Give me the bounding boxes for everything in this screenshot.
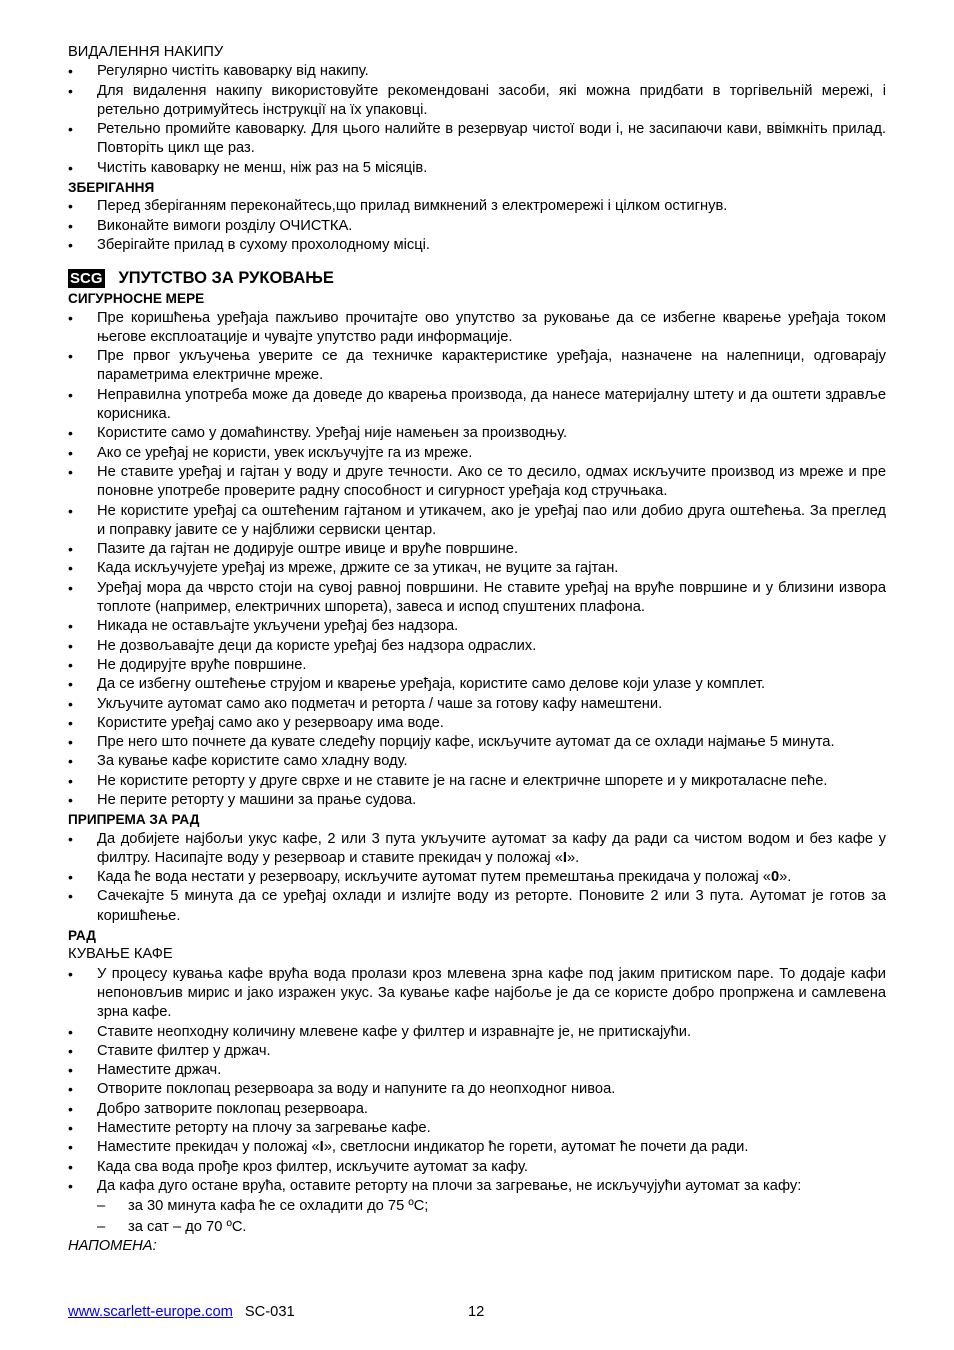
page-number: 12 bbox=[468, 1304, 485, 1320]
page-footer bbox=[68, 1303, 886, 1322]
dash-item: – за 30 минута кафа ће се охладити до 75 ºС; bbox=[68, 1196, 886, 1217]
bullet-icon: • bbox=[68, 791, 73, 808]
bullet-icon: • bbox=[68, 309, 73, 326]
list-item: • Укључите аутомат само ако подметач и реторта / чаше за готову кафу намештени. bbox=[68, 695, 886, 714]
list-item: • Ставите неопходну количину млевене кафе у филтер и изравнајте је, не притискајући. bbox=[68, 1023, 886, 1042]
bullet-icon: • bbox=[68, 502, 73, 519]
bullet-icon: • bbox=[68, 1177, 73, 1194]
list-item: • Када искључујете уређај из мреже, држите се за утикач, не вуците за гајтан. bbox=[68, 559, 886, 578]
list-item: • Пре него што почнете да кувате следећу порцију кафе, искључите аутомат да се охлади најмање 5 минута. bbox=[68, 733, 886, 752]
list-item: • Не ставите уређај и гајтан у воду и друге течности. Ако се то десило, одмах искључите производ из мреже и пре поновне употребе проверите радну способност и сигурност уређаја код стручњака. bbox=[68, 463, 886, 500]
bullet-icon: • bbox=[68, 637, 73, 654]
section-title bbox=[68, 267, 886, 289]
document-page bbox=[68, 43, 886, 1257]
bullet-icon: • bbox=[68, 1042, 73, 1059]
bullet-icon: • bbox=[68, 425, 73, 442]
bullet-icon: • bbox=[68, 656, 73, 673]
list-item: • Виконайте вимоги розділу ОЧИСТКА. bbox=[68, 217, 886, 236]
bullet-icon: • bbox=[68, 386, 73, 403]
bullet-icon: • bbox=[68, 753, 73, 770]
uk-storage-list bbox=[68, 197, 886, 255]
bullet-icon: • bbox=[68, 560, 73, 577]
bullet-icon: • bbox=[68, 217, 73, 234]
safety-heading: СИГУРНОСНЕ МЕРЕ bbox=[68, 291, 205, 307]
website-link[interactable]: www.scarlett-europe.com bbox=[68, 1304, 233, 1320]
bullet-icon: • bbox=[68, 676, 73, 693]
list-item: • У процесу кувања кафе врућа вода пролази кроз млевена зрна кафе под јаким притиском паре. То додаје кафи непоновљив мирис и јако изражен укус. За кување кафе најбоље је да се користе добро пропржена и самлевена зрна кафе. bbox=[68, 965, 886, 1021]
bullet-icon: • bbox=[68, 1139, 73, 1156]
list-item: • Добро затворите поклопац резервоара. bbox=[68, 1100, 886, 1119]
bullet-icon: • bbox=[68, 541, 73, 558]
bullet-icon: • bbox=[68, 1100, 73, 1117]
model-number: SC-031 bbox=[244, 1304, 295, 1320]
list-item: • Уређај мора да чврсто стоји на сувој равној површини. Не ставите уређај на вруће површине и у близини извора топлоте (например, електричних шпорета), завеса и испод спуштених плафона. bbox=[68, 579, 886, 616]
bullet-icon: • bbox=[68, 772, 73, 789]
list-item: • Када ће вода нестати у резервоару, искључите аутомат путем премештања прекидача у положај «0». bbox=[68, 868, 886, 887]
bullet-icon: • bbox=[68, 579, 73, 596]
list-item: • Ако се уређај не користи, увек искључујте га из мреже. bbox=[68, 444, 886, 463]
bullet-icon: • bbox=[68, 121, 73, 138]
bullet-icon: • bbox=[68, 1081, 73, 1098]
uk-storage-heading: ЗБЕРІГАННЯ bbox=[68, 180, 155, 196]
bullet-icon: • bbox=[68, 1120, 73, 1137]
list-item: • Да добијете најбољи укус кафе, 2 или 3 пута укључите аутомат за кафу да ради са чистом водом и без кафе у филтру. Насипајте воду у резервоар и ставите прекидач у положај «I». bbox=[68, 830, 886, 866]
list-item: • За кување кафе користите само хладну воду. bbox=[68, 752, 886, 771]
list-item: • Не дозвољавајте деци да користе уређај без надзора одраслих. bbox=[68, 637, 886, 656]
list-item: • Наместите прекидач у положај «I», светлосни индикатор ће горети, аутомат ће почети да ради. bbox=[68, 1138, 886, 1157]
bullet-icon: • bbox=[68, 444, 73, 461]
bullet-icon: • bbox=[68, 463, 73, 480]
bullet-icon: • bbox=[68, 1023, 73, 1040]
dash-item: – за сат – до 70 ºС. bbox=[68, 1217, 886, 1238]
list-item: • Не користите реторту у друге сврхе и не ставите је на гасне и електричне шпорете и у микроталасне пеће. bbox=[68, 772, 886, 791]
bullet-icon: • bbox=[68, 734, 73, 751]
list-item: • Не користите уређај са оштећеним гајтаном и утикачем, ако је уређај пао или добио друга оштећења. За преглед и поправку јавите се у најближи сервиски центар. bbox=[68, 502, 886, 538]
safety-list bbox=[68, 309, 886, 811]
list-item: • Пре првог укључења уверите се да техничке карактеристике уређаја, назначене на налепници, одговарају параметрима електричне мреже. bbox=[68, 348, 886, 384]
list-item: • Користите само у домаћинству. Уређај није намењен за производњу. bbox=[68, 424, 886, 443]
list-item: • Користите уређај само ако у резервоару има воде. bbox=[68, 714, 886, 733]
list-item: • Не перите реторту у машини за прање судова. bbox=[68, 791, 886, 810]
brew-list-end bbox=[68, 1158, 886, 1197]
bullet-icon: • bbox=[68, 618, 73, 635]
list-item: • Ставите филтер у држач. bbox=[68, 1042, 886, 1061]
list-item: • Регулярно чистіть кавоварку від накипу. bbox=[68, 62, 886, 81]
list-item: • Не додирујте вруће површине. bbox=[68, 656, 886, 675]
list-item: • Пазите да гајтан не додирује оштре ивице и вруће површине. bbox=[68, 540, 886, 559]
dash-icon: – bbox=[97, 1218, 106, 1235]
section-title-text: УПУТСТВО ЗА РУКОВАЊЕ bbox=[118, 269, 334, 288]
bullet-icon: • bbox=[68, 869, 73, 886]
list-item: • Да се избегну оштећење струјом и кварење уређаја, користите само делове који улазе у комплет. bbox=[68, 675, 886, 694]
dash-list bbox=[68, 1196, 886, 1237]
list-item: • Наместите реторту на плочу за загревање кафе. bbox=[68, 1119, 886, 1138]
dash-icon: – bbox=[97, 1198, 106, 1215]
list-item: • Зберігайте прилад в сухому прохолодному місці. bbox=[68, 236, 886, 255]
prep-list bbox=[68, 830, 886, 926]
brew-list-switch bbox=[68, 1138, 886, 1157]
list-item: • Чистіть кавоварку не менш, ніж раз на 5 місяців. bbox=[68, 159, 886, 178]
bullet-icon: • bbox=[68, 236, 73, 253]
list-item: • Для видалення накипу використовуйте рекомендовані засоби, які можна придбати в торгівельній мережі, і ретельно дотримуйтесь інструкції на їх упаковці. bbox=[68, 82, 886, 118]
bullet-icon: • bbox=[68, 63, 73, 80]
bullet-icon: • bbox=[68, 830, 73, 847]
list-item: • Никада не остављајте укључени уређај без надзора. bbox=[68, 617, 886, 636]
brew-list bbox=[68, 965, 886, 1139]
list-item: • Наместите држач. bbox=[68, 1061, 886, 1080]
bullet-icon: • bbox=[68, 159, 73, 176]
bullet-icon: • bbox=[68, 695, 73, 712]
bullet-icon: • bbox=[68, 1158, 73, 1175]
list-item: • Када сва вода прође кроз филтер, искључите аутомат за кафу. bbox=[68, 1158, 886, 1177]
language-badge: SCG bbox=[70, 269, 103, 287]
uk-descale-heading: ВИДАЛЕННЯ НАКИПУ bbox=[68, 44, 224, 60]
bullet-icon: • bbox=[68, 82, 73, 99]
list-item: • Неправилна употреба може да доведе до кварења производа, да нанесе материјалну штету и да оштети здравље корисника. bbox=[68, 386, 886, 423]
prep-heading: ПРИПРЕМА ЗА РАД bbox=[68, 812, 200, 828]
uk-descale-list bbox=[68, 62, 886, 178]
brew-heading: КУВАЊЕ КАФЕ bbox=[68, 946, 173, 963]
bullet-icon: • bbox=[68, 198, 73, 215]
list-item: • Отворите поклопац резервоара за воду и напуните га до неопходног нивоа. bbox=[68, 1080, 886, 1099]
list-item: • Пре коришћења уређаја пажљиво прочитајте ово упутство за руковање да се избегне кварење уређаја током његове експлоатације и чувајте упутство ради информације. bbox=[68, 309, 886, 345]
bullet-icon: • bbox=[68, 348, 73, 365]
list-item: • Сачекајте 5 минута да се уређај охлади и излијте воду из реторте. Поновите 2 или 3 пута. Аутомат је готов за коришћење. bbox=[68, 888, 886, 924]
bullet-icon: • bbox=[68, 965, 73, 982]
bullet-icon: • bbox=[68, 1062, 73, 1079]
list-item: • Да кафа дуго остане врућа, оставите реторту на плочи за загревање, не искључујући аутомат за кафу: bbox=[68, 1177, 886, 1196]
list-item: • Ретельно промийте кавоварку. Для цього налийте в резервуар чистої води і, не засипаючи кави, ввімкніть прилад. Повторіть цикл ще раз. bbox=[68, 121, 886, 157]
list-item: • Перед зберіганням переконайтесь,що прилад вимкнений з електромережі і цілком остигнув. bbox=[68, 197, 886, 216]
bullet-icon: • bbox=[68, 888, 73, 905]
work-heading: РАД bbox=[68, 928, 96, 944]
bullet-icon: • bbox=[68, 714, 73, 731]
note-label: НАПОМЕНА: bbox=[68, 1238, 157, 1255]
